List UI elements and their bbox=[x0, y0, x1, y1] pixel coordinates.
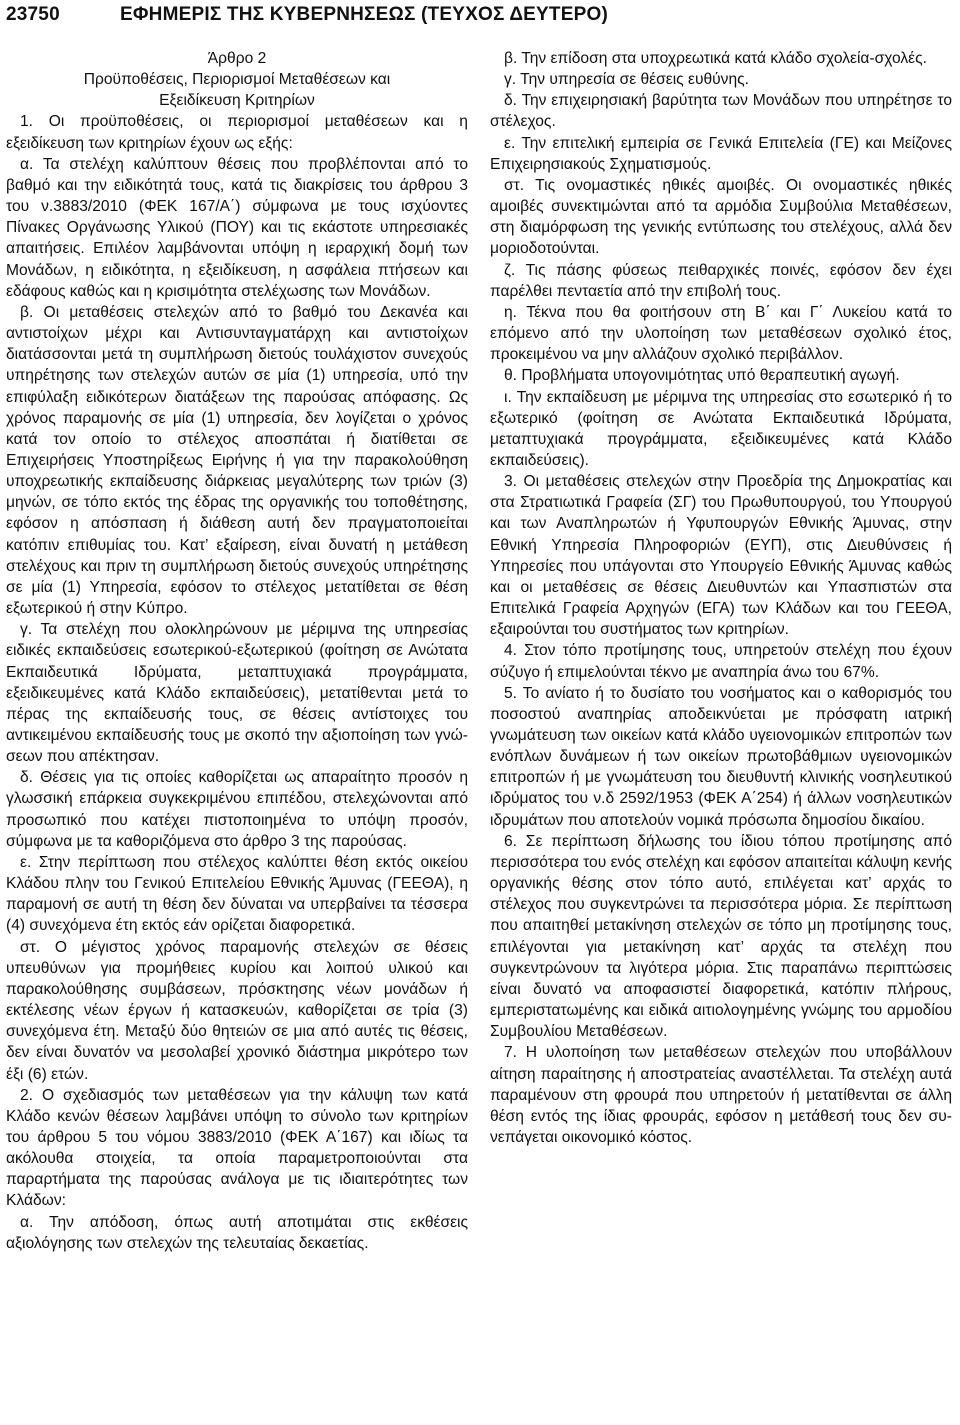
paragraph: α. Την απόδοση, όπως αυτή αποτιμάται στις εκθέσεις αξιολόγησης των στελεχών της τελευταίας δεκαετίας. bbox=[6, 1213, 468, 1252]
paragraph: 6. Σε περίπτωση δήλωσης του ίδιου τόπου προτίμησης από περισσότερα του ενός στελέχη και εφόσον απαιτείται κάλυψη κενής οργανικής θέσης στον τόπο αυτό, επιλέγεται κατ’ αρχάς το στέλεχος που συγκεντρώνει τα περισσότερα μόρια. Σε περίπτωση που απαιτηθεί μετακίνηση στελεχών σε τόπο μη προτίμησης τους, επιλέγονται για μετακίνηση κατ’ αρχάς τα στελέχη που συγκεντρώνουν τα λιγότερα μόρια. Στις παραπάνω περιπτώσεις είναι δυνατό να αποφασιστεί διαφορετικά, κατόπιν πλήρους, εμπεριστατωμένης και ειδικά αιτιολογημένης γνώμης του αρμοδίου Συμβουλίου Μεταθέσεων. bbox=[490, 832, 952, 1041]
gazette-title: ΕΦΗΜΕΡΙΣ ΤΗΣ ΚΥΒΕΡΝΗΣΕΩΣ (ΤΕΥΧΟΣ ΔΕΥΤΕΡΟ) bbox=[120, 4, 608, 25]
paragraph: ε. Την επιτελική εμπειρία σε Γενικά Επιτελεία (ΓΕ) και Μείζονες Επιχειρησιακούς Σχηματισμούς. bbox=[490, 134, 952, 173]
paragraph: 2. Ο σχεδιασμός των μεταθέσεων για την κάλυψη των κατά Κλάδο κενών θέσεων λαμβάνει υπόψη το σύνολο των κριτηρίων του άρθρου 5 του νόμου 3883/2010 (ΦΕΚ Α΄167) και ιδίως τα ακόλουθα στοιχεία, τα οποία παραμετροποιούνται στα παραρτήματα της παρούσας ανάλογα με τις ιδιαιτερότητες των Κλάδων: bbox=[6, 1086, 468, 1210]
paragraph: γ. Τα στελέχη που ολοκληρώνουν με μέριμνα της υπηρεσίας ειδικές εκπαιδεύσεις εσωτερικού-εξωτερικού (φοίτηση σε Ανώτατα Εκπαιδευτικά Ιδρύματα, μεταπτυχιακά προγράμματα, εξειδικευμένες κατά Κλάδο εκπαιδεύσεις), μετατίθενται μετά το πέρας της εκπαίδευσής τους, σε θέσεις αντίστοιχες του αντικειμένου εκπαίδευσής τους με σκοπό την αξιοποίηση των γνώσεων που απέκτησαν. bbox=[6, 621, 468, 766]
article-heading: Άρθρο 2 bbox=[207, 50, 267, 67]
right-column bbox=[490, 48, 952, 1148]
article-subtitle: Προϋποθέσεις, Περιορισμοί Μεταθέσεων και bbox=[83, 71, 391, 89]
paragraph: β. Την επίδοση στα υποχρεωτικά κατά κλάδο σχολεία-σχολές. bbox=[504, 50, 927, 67]
paragraph: 7. Η υλοποίηση των μεταθέσεων στελεχών που υποβάλλουν αίτηση παραίτησης ή αποστρατείας αναστέλλεται. Τα στελέχη αυτά παραμένουν στη φρουρά που υπηρετούν ή μετατίθενται σε άλλη θέση εντός της ίδιας φρουράς, εφόσον η μετάθεσή τους δεν συνεπάγεται οικονομικό κόστος. bbox=[490, 1044, 952, 1146]
paragraph: 1. Οι προϋποθέσεις, οι περιορισμοί μεταθέσεων και η εξειδίκευση των κριτηρίων έχουν ως εξής: bbox=[6, 113, 468, 152]
paragraph: ε. Στην περίπτωση που στέλεχος καλύπτει θέση εκτός οικείου Κλάδου πλην του Γενικού Επιτελείου Εθνικής Άμυνας (ΓΕΕΘΑ), η παραμονή σε αυτή τη θέση δεν δύναται να υπερβαίνει τα τέσσερα (4) συνεχόμενα έτη εκτός εάν ορίζεται διαφορετικά. bbox=[6, 853, 468, 935]
paragraph: 3. Οι μεταθέσεις στελεχών στην Προεδρία της Δημοκρατίας και στα Στρατιωτικά Γραφεία (ΣΓ) του Πρωθυπουργού, του Υπουργού και των Αναπληρωτών ή Υφυπουργών Εθνικής Άμυνας, στην Εθνική Υπηρεσία Πληροφοριών (ΕΥΠ), στις Διευθύνσεις ή Υπηρεσίες που υπάγονται στο Υπουργείο Εθνικής Άμυνας καθώς και οι μεταθέσεις σε θέσεις Διευθυντών και Υπασπιστών στα Επιτελικά Γραφεία Αρχηγών (ΕΓΑ) των Κλάδων και του ΓΕΕΘΑ, εξαιρούνται του συστήματος των κριτηρίων. bbox=[490, 473, 952, 639]
paragraph: ι. Την εκπαίδευση με μέριμνα της υπηρεσίας στο εσωτερικό ή το εξωτερικό (φοίτηση σε Ανώτατα Εκπαιδευτικά Ιδρύματα, μεταπτυχιακά προγράμματα, εξειδικευμένες κατά Κλάδο εκπαιδεύσεις). bbox=[490, 388, 952, 469]
paragraph: στ. Τις ονομαστικές ηθικές αμοιβές. Οι ονομαστικές ηθικές αμοιβές συνεκτιμώνται από τα αρμόδια Συμβούλια Μεταθέσεων, στη διαμόρφωση της γενικής εντύπωσης του στελέχους, αλλά δεν μοριοδοτούνται. bbox=[490, 176, 952, 258]
paragraph: β. Οι μεταθέσεις στελεχών από το βαθμό του Δεκανέα και αντιστοίχων μέχρι και Αντισυνταγματάρχη και αντιστοίχων διατάσσονται μετά τη συμπλήρωση διετούς τουλάχιστον συνεχούς υπηρέτησης των στελεχών αυτών σε μία (1) υπηρεσία, υπό την επιφύλαξη ειδικότερων διατάξεων της παρούσας απόφασης. Ως χρόνος παραμονής σε μία (1) υπηρεσία, δεν λογίζεται ο χρόνος κατά τον οποίο το στέλεχος αποσπάται ή διατίθεται σε Επιχειρήσεις Υποστηρίξεως Ειρήνης ή για την παρακολούθηση υποχρεωτικής εκπαίδευσης διάρκειας μεγαλύτερης των τριών (3) μηνών, σε τόπο εκτός της έδρας της οργανικής του τοποθέτησης, εφόσον η απόσπαση ή διάθεση αυτή δεν πραγματοποιείται κατόπιν επιθυμίας του. Κατ’ εξαίρεση, είναι δυνατή η μετάθεση στελέχους και πριν τη συμπλήρωση διετούς συνεχούς υπηρέτησης σε μία (1) Υπηρεσία, εφόσον το στέλεχος μετατίθεται σε θέση εξωτερικού ή στην Κύπρο. bbox=[6, 303, 468, 618]
article-subtitle: Εξειδίκευση Κριτηρίων bbox=[159, 92, 315, 110]
left-column bbox=[6, 48, 468, 1254]
paragraph: 4. Στον τόπο προτίμησης τους, υπηρετούν στελέχη που έχουν σύζυγο ή επιμελούνται τέκνο με αναπηρία άνω του 67%. bbox=[490, 642, 952, 681]
paragraph: γ. Την υπηρεσία σε θέσεις ευθύνης. bbox=[504, 71, 749, 89]
page-header bbox=[6, 4, 954, 30]
paragraph: στ. Ο μέγιστος χρόνος παραμονής στελεχών σε θέσεις υπευθύνων για προμήθειες κυρίου και λοιπού υλικού και παρακολούθησης συμβάσεων, πρόσκτησης νέων μονάδων ή εκτέλεσης νέων έργων ή κατασκευών, καθορίζεται σε τρία (3) συνεχόμενα έτη. Μεταξύ δύο θητειών σε μια από αυτές τις θέσεις, δεν είναι δυνατόν να μεσολαβεί χρονικό διάστημα μικρότερο των έξι (6) ετών. bbox=[6, 938, 468, 1083]
paragraph: η. Τέκνα που θα φοιτήσουν στη Β΄ και Γ΄ Λυκείου κατά το επόμενο από την υλοποίηση των μεταθέσεων σχολικό έτος, προκειμένου να μην αλλάζουν σχολικό περιβάλλον. bbox=[490, 303, 952, 364]
paragraph: α. Τα στελέχη καλύπτουν θέσεις που προβλέπονται από το βαθμό και την ειδικότητά τους, κατά τις διακρίσεις του άρθρου 3 του ν.3883/2010 (ΦΕΚ 167/Α΄) σύμφωνα με τους ισχύοντες Πίνακες Οργάνωσης Υλικού (ΠΟΥ) και τις εκάστοτε υπηρεσιακές απαιτήσεις. Επιλέον λαμβάνονται υπόψη η ιεραρχική δομή των Μονάδων, η ειδικότητα, η εξειδίκευση, η ασφάλεια πτήσεων και εδάφους καθώς και η κρισιμότητα στελέχωσης των Μονάδων. bbox=[6, 155, 468, 300]
paragraph: ζ. Τις πάσης φύσεως πειθαρχικές ποινές, εφόσον δεν έχει παρέλθει πενταετία από την επιβολή τους. bbox=[490, 261, 952, 300]
paragraph: 5. Το ανίατο ή το δυσίατο του νοσήματος και ο καθορισμός του ποσοστού αναπηρίας αποδεικνύεται με πρόσφατη ιατρική γνωμάτευση των οικείων κατά κλάδο υγειονομικών επιτροπών των ενόπλων δυνάμεων ή των οικείων πρωτοβάθμιων υγειονομικών επιτροπών ή με γνωμάτευση του διευθυντή κλινικής νοσηλευτικού ιδρύματος του ν.δ 2592/1953 (ΦΕΚ Α΄254) ή άλλων νοσηλευτικών ιδρυμάτων που αποτελούν νομικά πρόσωπα δημοσίου δικαίου. bbox=[490, 684, 952, 829]
page-number: 23750 bbox=[6, 4, 60, 25]
paragraph: δ. Θέσεις για τις οποίες καθορίζεται ως απαραίτητο προσόν η γλωσσική επάρκεια συγκεκριμένου επιπέδου, στελεχώνονται από προσωπικό που κατέχει πιστοποιημένα το υπόψη προσόν, σύμφωνα με τα καθοριζόμενα στο άρθρο 3 της παρούσας. bbox=[6, 769, 468, 850]
paragraph: θ. Προβλήματα υπογονιμότητας υπό θεραπευτική αγωγή. bbox=[504, 367, 900, 385]
paragraph: δ. Την επιχειρησιακή βαρύτητα των Μονάδων που υπηρέτησε το στέλεχος. bbox=[490, 92, 952, 131]
